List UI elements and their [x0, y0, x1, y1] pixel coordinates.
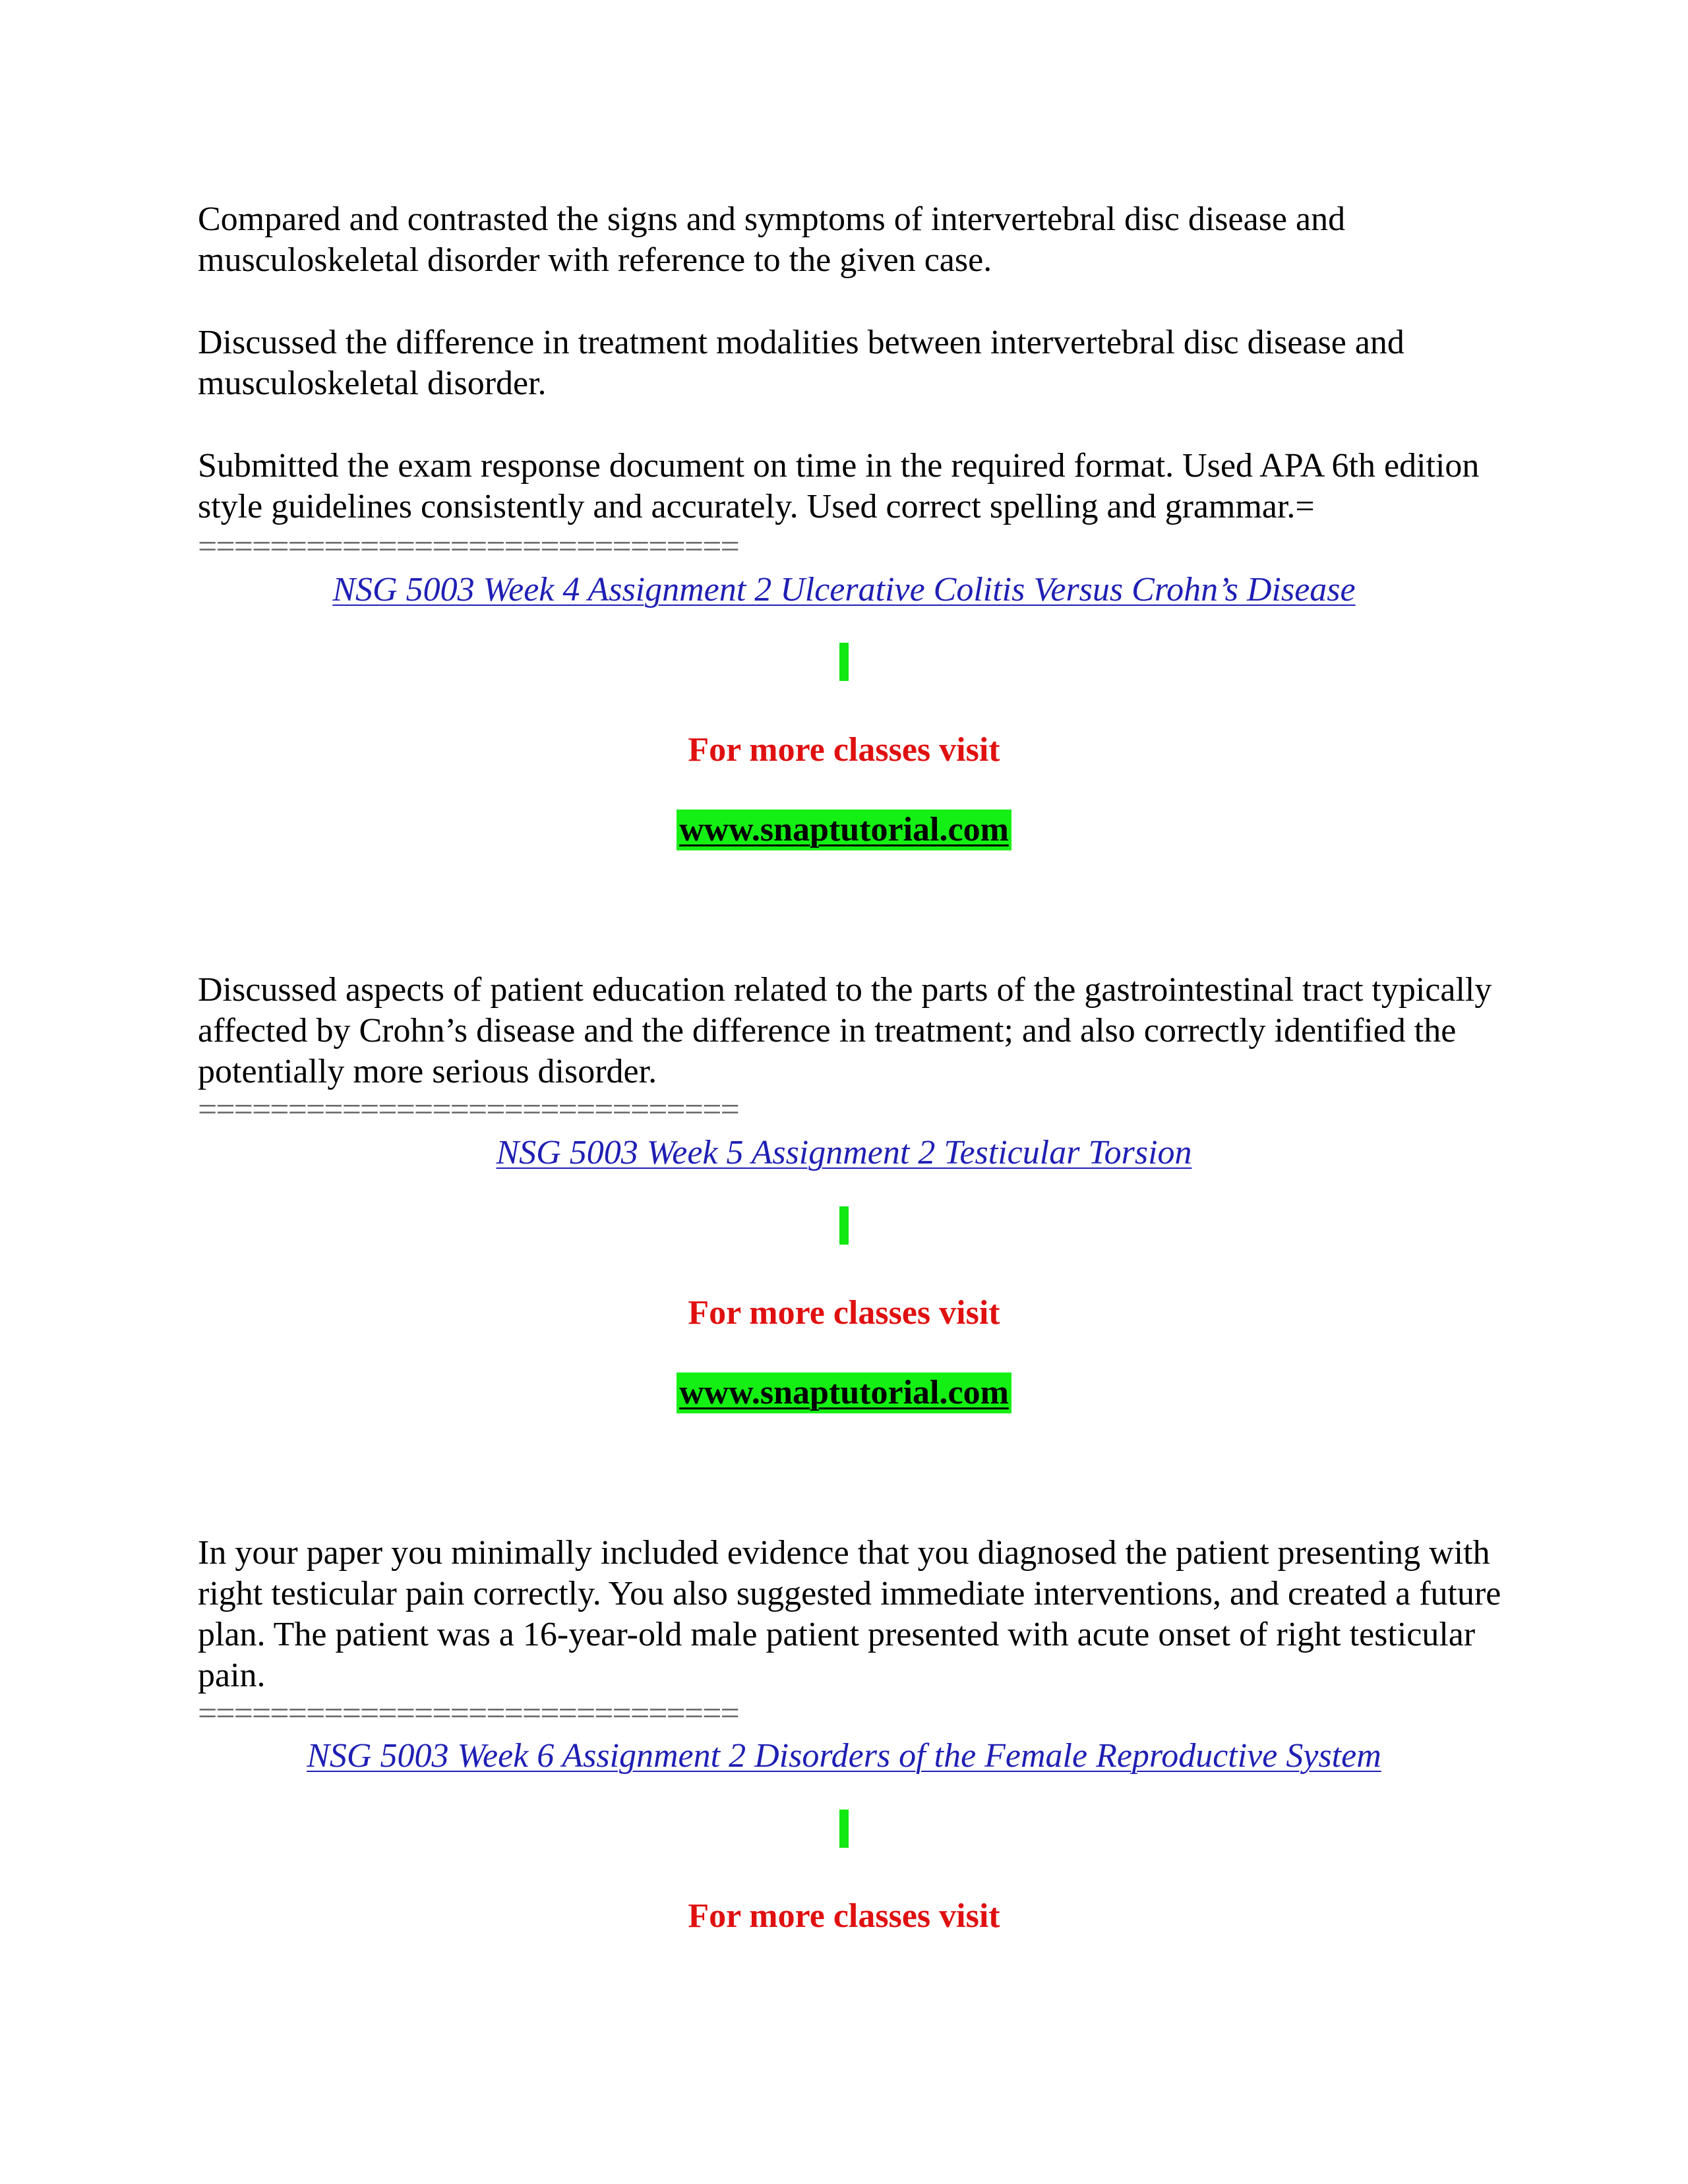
more-classes-heading: For more classes visit — [688, 1897, 1000, 1935]
paragraph-submission-requirements: Submitted the exam response document on time in the required format. Used APA 6th edition style guidelines consistently and accurately. Used correct spelling and grammar.= — [198, 447, 1480, 525]
green-marker-bar — [839, 1206, 849, 1245]
more-classes-heading: For more classes visit — [688, 731, 1000, 769]
green-marker-bar — [839, 1810, 849, 1848]
week4-assignment-link[interactable]: NSG 5003 Week 4 Assignment 2 Ulcerative Colitis Versus Crohn’s Disease — [332, 571, 1356, 608]
green-marker-bar — [839, 643, 849, 681]
snaptutorial-link[interactable]: www.snaptutorial.com — [677, 810, 1011, 850]
separator-rule: ============================== — [198, 534, 738, 560]
paragraph-disc-disease-comparison: Compared and contrasted the signs and symptoms of intervertebral disc disease and musculoskeletal disorder with reference to the given case. — [198, 200, 1346, 279]
snaptutorial-link[interactable]: www.snaptutorial.com — [677, 1372, 1011, 1413]
week6-assignment-link[interactable]: NSG 5003 Week 6 Assignment 2 Disorders of the Female Reproductive System — [307, 1737, 1381, 1775]
separator-rule: ============================== — [198, 1701, 738, 1727]
paragraph-testicular-pain-case: In your paper you minimally included evidence that you diagnosed the patient presenting with right testicular pain correctly. You also suggested immediate interventions, and created a future plan. The patient was a 16-year-old male patient presented with acute onset of right testicular pain. — [198, 1534, 1501, 1694]
paragraph-patient-education: Discussed aspects of patient education related to the parts of the gastrointestinal tract typically affected by Crohn’s disease and the difference in treatment; and also correctly identified the potentially more serious disorder. — [198, 971, 1492, 1090]
paragraph-treatment-modalities: Discussed the difference in treatment modalities between intervertebral disc disease and musculoskeletal disorder. — [198, 324, 1404, 402]
more-classes-heading: For more classes visit — [688, 1294, 1000, 1332]
separator-rule: ============================== — [198, 1097, 738, 1123]
week5-assignment-link[interactable]: NSG 5003 Week 5 Assignment 2 Testicular Torsion — [496, 1134, 1192, 1171]
